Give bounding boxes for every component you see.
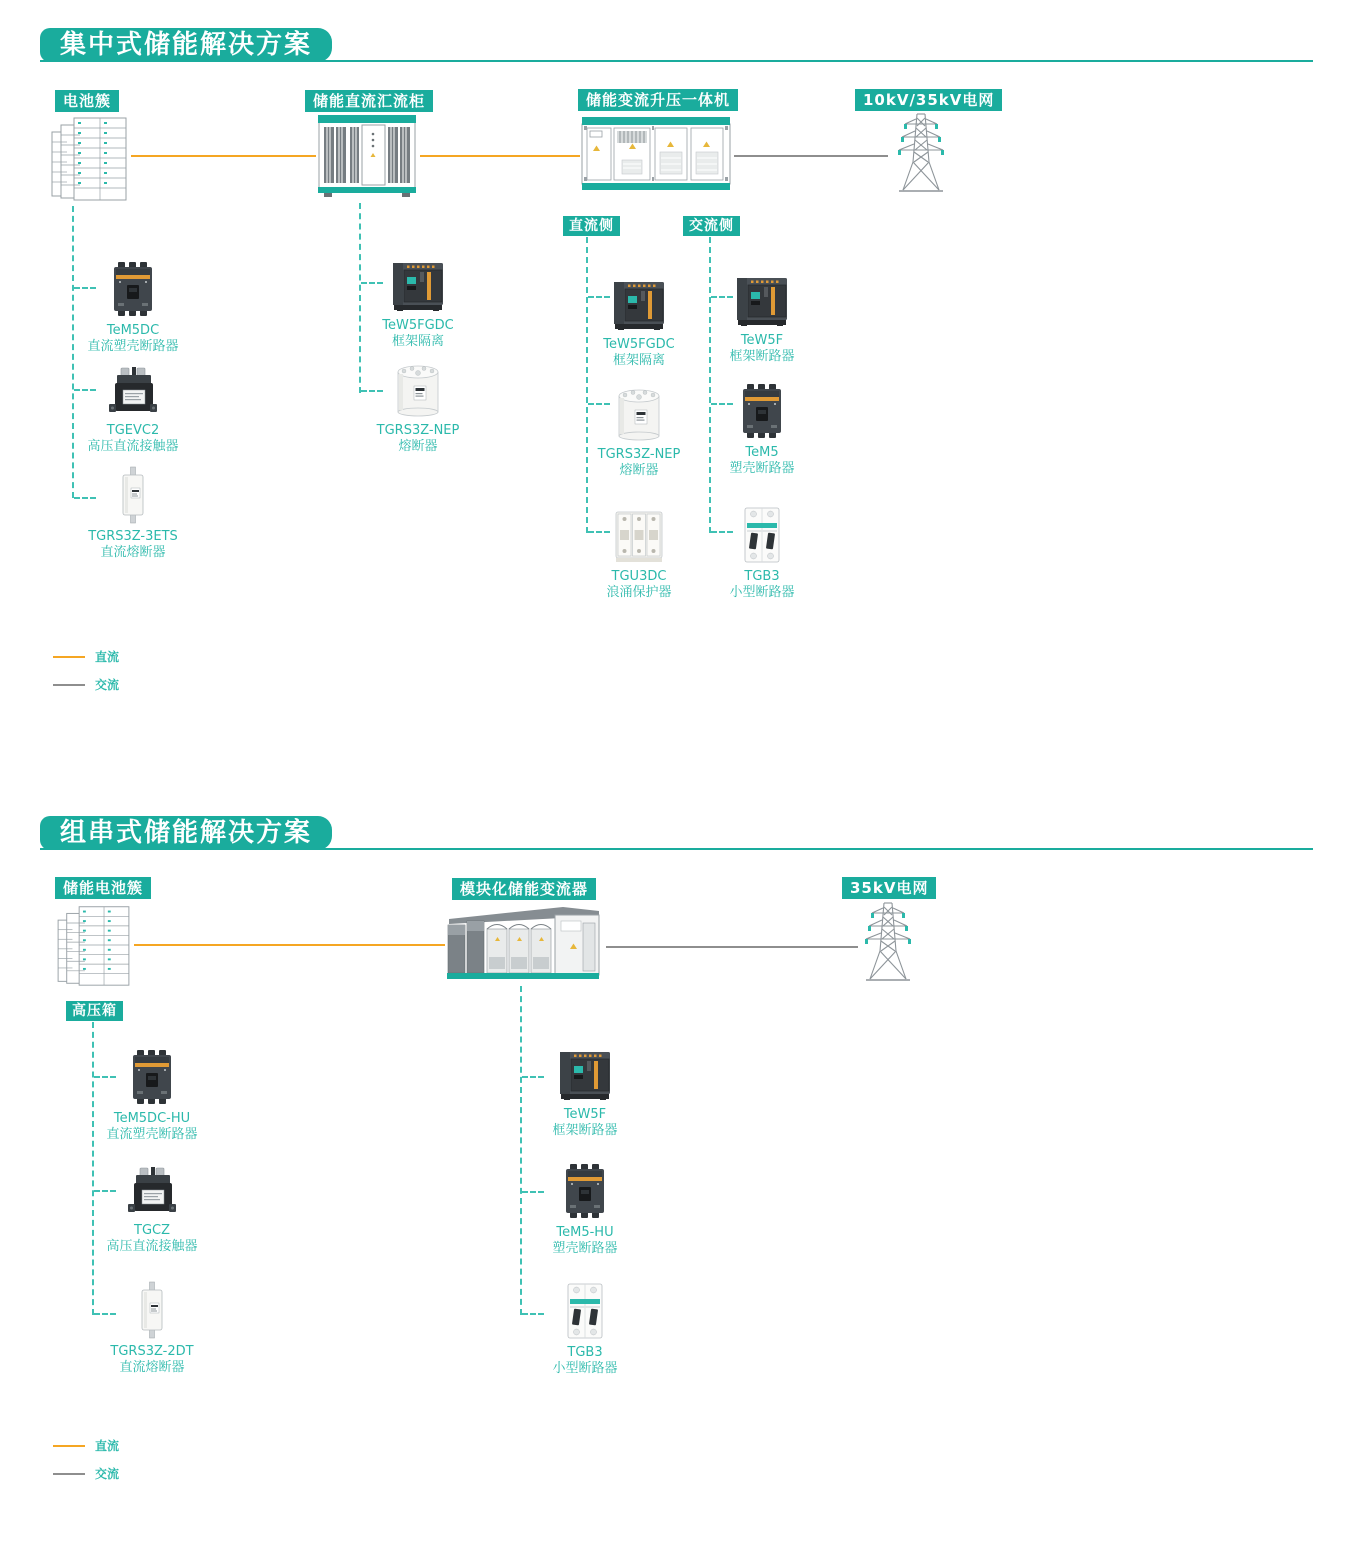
ac-label: 交流: [95, 678, 120, 692]
node-badge-modular-pcs: 模块化储能变流器: [452, 878, 596, 900]
ac-label: 交流: [95, 1467, 120, 1481]
product-desc: 高压直流接触器: [106, 1239, 198, 1254]
product-tgu3dc: [574, 506, 704, 601]
product-model: TeW5FGDC: [382, 318, 454, 333]
product-desc: 高压直流接触器: [87, 439, 179, 454]
cylinder-fuse-icon: [611, 384, 667, 442]
nh-fuse-icon: [136, 1281, 168, 1339]
product-model: TGB3: [567, 1345, 603, 1360]
product-desc: 小型断路器: [552, 1361, 618, 1376]
dc-link-battery-pcs: [134, 944, 445, 946]
acb-icon: [733, 270, 791, 328]
product-model: TeW5F: [740, 333, 784, 348]
product-tem5dc-hu: [87, 1048, 217, 1143]
product-tgrs3z-3ets: [68, 466, 198, 561]
mccb-icon: [737, 382, 787, 440]
product-tgb3-s2: [520, 1282, 650, 1377]
acb-icon: [389, 255, 447, 313]
product-model: TGRS3Z-2DT: [110, 1344, 194, 1359]
side-badge-hv-box: 高压箱: [66, 1001, 123, 1021]
acb-icon: [556, 1044, 614, 1102]
product-desc: 塑壳断路器: [729, 461, 795, 476]
product-model: TeM5-HU: [556, 1225, 614, 1240]
connector-pcs-column: [520, 986, 522, 1315]
product-desc: 框架断路器: [552, 1123, 618, 1138]
legend-ac: [53, 676, 119, 693]
mccb-icon: [108, 260, 158, 318]
product-desc: 框架隔离: [612, 353, 665, 368]
ac-line-swatch: [53, 684, 85, 686]
product-tew5fgdc: [353, 255, 483, 350]
legend-dc: [53, 1437, 119, 1454]
ac-line-swatch: [53, 1473, 85, 1475]
product-desc: 直流熔断器: [100, 545, 166, 560]
product-desc: 直流塑壳断路器: [106, 1127, 198, 1142]
product-tgevc2: [68, 366, 198, 455]
pcs-booster-container-icon: [580, 112, 732, 196]
product-desc: 框架隔离: [391, 334, 444, 349]
dc-contactor-icon: [108, 366, 158, 418]
product-tem5dc: [68, 260, 198, 355]
product-desc: 框架断路器: [729, 349, 795, 364]
product-model: TeM5DC-HU: [113, 1111, 191, 1126]
legend-dc: [53, 648, 119, 665]
product-model: TeW5F: [563, 1107, 607, 1122]
mccb-icon: [560, 1162, 610, 1220]
product-model: TGB3: [744, 569, 780, 584]
transmission-tower-icon: [864, 899, 912, 983]
dc-combiner-cabinet-icon: [316, 110, 418, 202]
product-tem5: [697, 382, 827, 477]
battery-rack-icon: [56, 901, 131, 989]
product-model: TGCZ: [134, 1223, 170, 1238]
product-tem5-hu: [520, 1162, 650, 1257]
mccb-icon: [127, 1048, 177, 1106]
product-desc: 浪涌保护器: [606, 585, 672, 600]
node-badge-grid-10kv-35kv: 10kV/35kV电网: [855, 89, 1002, 111]
product-model: TeW5FGDC: [603, 337, 675, 352]
node-badge-dc-combiner: 储能直流汇流柜: [305, 90, 433, 112]
surge-protector-icon: [613, 506, 665, 564]
product-model: TGU3DC: [611, 569, 667, 584]
product-tew5f: [697, 270, 827, 365]
product-model: TGEVC2: [106, 423, 160, 438]
product-model: TGRS3Z-NEP: [597, 447, 681, 462]
product-desc: 塑壳断路器: [552, 1241, 618, 1256]
ac-link-pcs-grid: [734, 155, 888, 157]
product-desc: 直流熔断器: [119, 1360, 185, 1375]
dc-contactor-icon: [127, 1166, 177, 1218]
legend-ac: [53, 1465, 119, 1482]
product-tgb3: [697, 506, 827, 601]
acb-icon: [610, 274, 668, 332]
product-model: TeM5DC: [106, 323, 160, 338]
dc-label: 直流: [95, 650, 120, 664]
dc-link-battery-combiner: [131, 155, 316, 157]
ac-link-pcs-grid: [606, 946, 858, 948]
dc-line-swatch: [53, 656, 85, 658]
node-badge-battery-cluster: 电池簇: [55, 90, 119, 112]
dc-line-swatch: [53, 1445, 85, 1447]
node-badge-pcs-booster: 储能变流升压一体机: [578, 89, 738, 111]
nh-fuse-icon: [117, 466, 149, 524]
mcb-icon: [739, 506, 785, 564]
product-tgrs3z-nep: [353, 360, 483, 455]
product-desc: 熔断器: [619, 463, 659, 478]
product-tew5f-s2: [520, 1044, 650, 1139]
transmission-tower-icon: [897, 110, 945, 194]
mcb-icon: [562, 1282, 608, 1340]
product-desc: 直流塑壳断路器: [87, 339, 179, 354]
side-badge-ac-side: 交流侧: [683, 216, 740, 236]
section1-title: 集中式储能解决方案: [40, 28, 332, 62]
product-model: TGRS3Z-NEP: [376, 423, 460, 438]
product-tgcz: [87, 1166, 217, 1255]
side-badge-dc-side: 直流侧: [563, 216, 620, 236]
modular-pcs-container-icon: [445, 899, 603, 985]
dc-label: 直流: [95, 1439, 120, 1453]
section2-title: 组串式储能解决方案: [40, 816, 332, 850]
battery-rack-icon: [50, 112, 128, 204]
node-badge-grid-35kv: 35kV电网: [842, 877, 936, 899]
product-tew5fgdc-dc: [574, 274, 704, 369]
product-desc: 小型断路器: [729, 585, 795, 600]
product-desc: 熔断器: [398, 439, 438, 454]
product-model: TeM5: [745, 445, 779, 460]
product-model: TGRS3Z-3ETS: [88, 529, 178, 544]
node-badge-storage-battery-cluster: 储能电池簇: [55, 877, 151, 899]
cylinder-fuse-icon: [390, 360, 446, 418]
product-tgrs3z-2dt: [87, 1281, 217, 1376]
product-tgrs3z-nep-dc: [574, 384, 704, 479]
dc-link-combiner-pcs: [420, 155, 580, 157]
